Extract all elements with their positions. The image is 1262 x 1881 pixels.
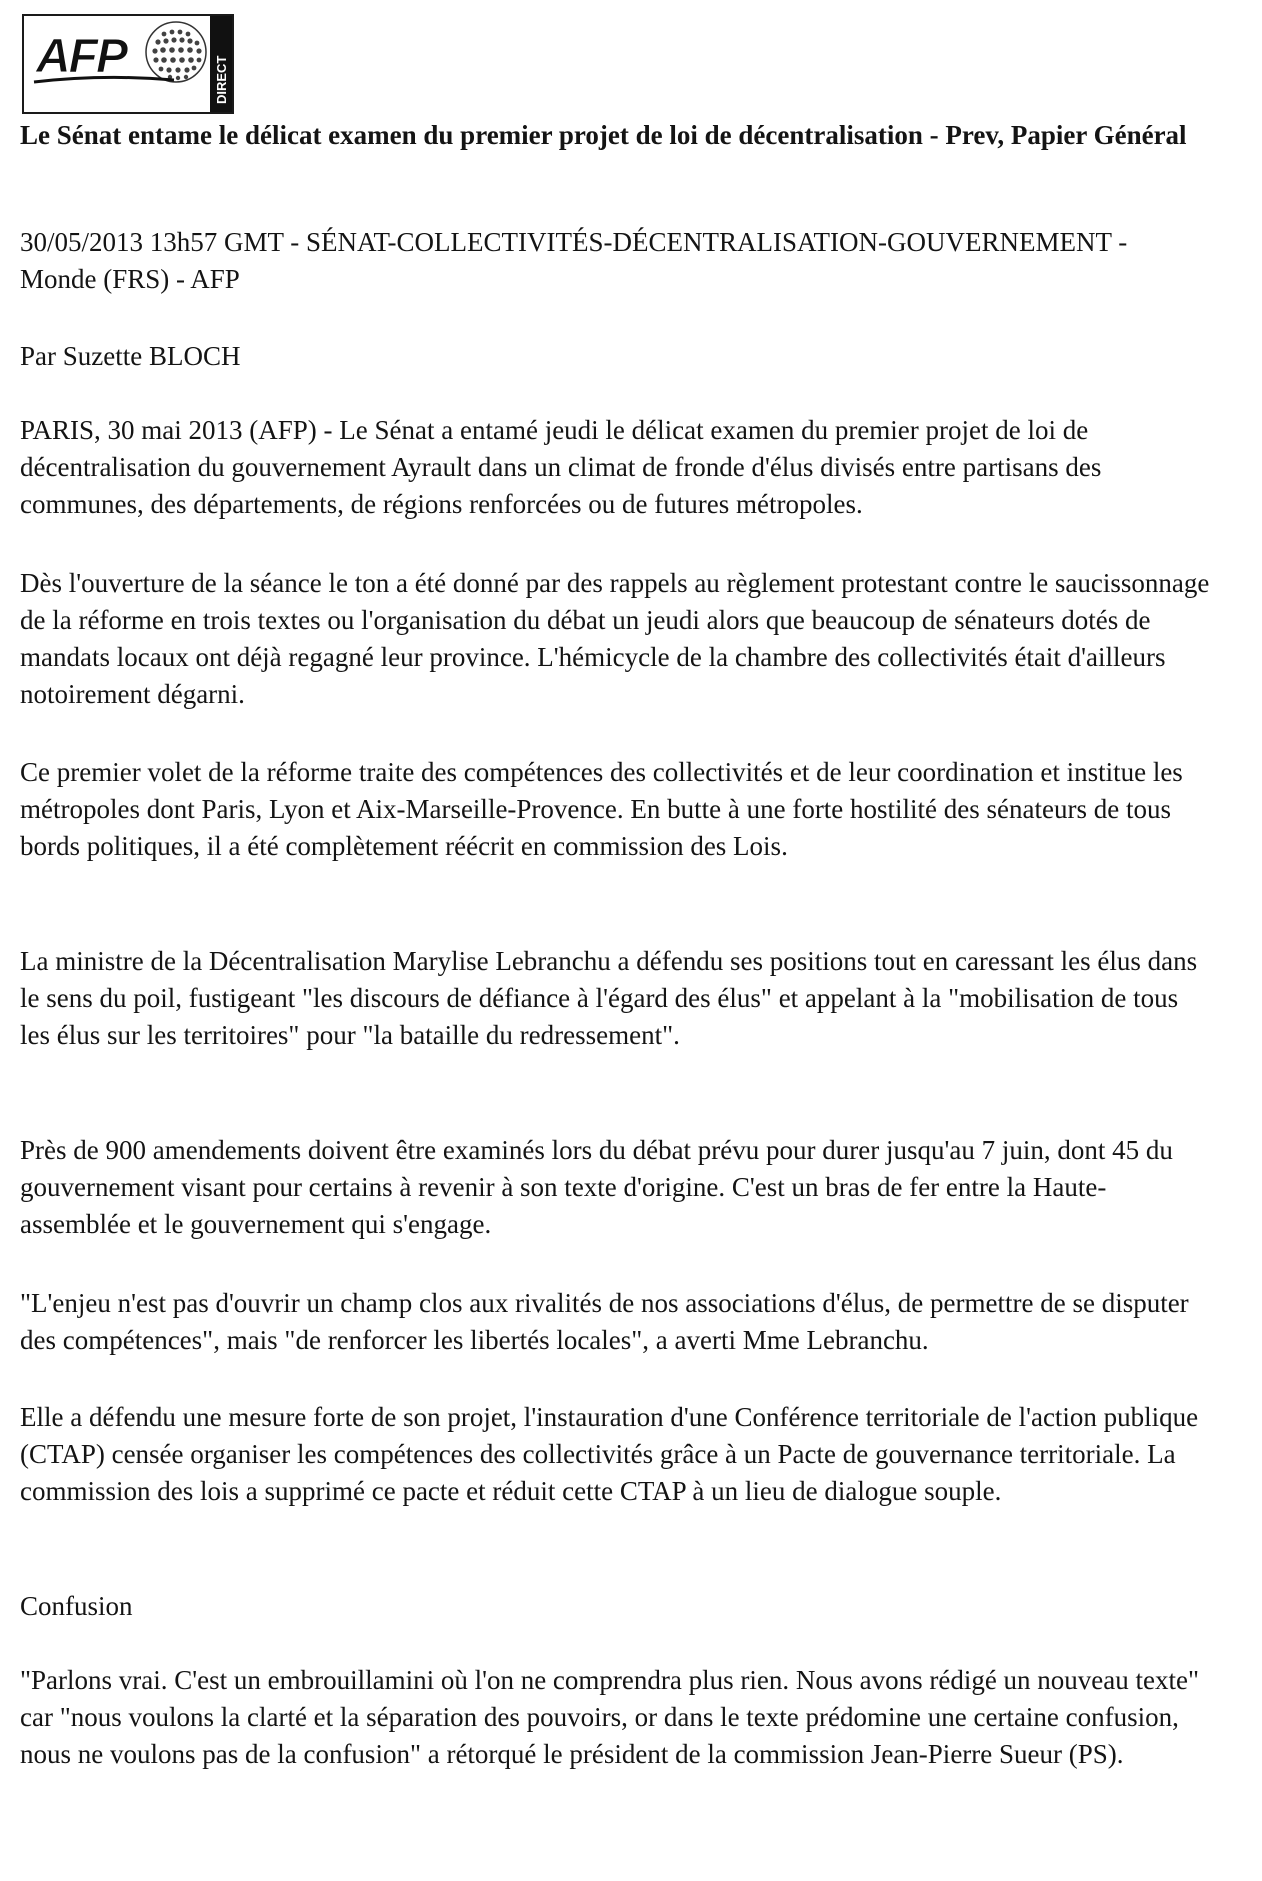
- article-headline: Le Sénat entame le délicat examen du premier projet de loi de décentralisation - Prev, Papier Général: [20, 120, 1187, 150]
- afp-logo-icon: [24, 16, 232, 112]
- article-paragraph: Dès l'ouverture de la séance le ton a été donné par des rappels au règlement protestant contre le saucissonnage de la réforme en trois textes ou l'organisation du débat un jeudi alors que beaucoup de sénateurs dotés de mandats locaux ont déjà regagné leur province. L'hémicycle de la chambre des collectivités était d'ailleurs notoirement dégarni.: [20, 568, 1210, 709]
- article-paragraph: Elle a défendu une mesure forte de son projet, l'instauration d'une Conférence territoriale de l'action publique (CTAP) censée organiser les compétences des collectivités grâce à un Pacte de gouvernance territoriale. La commission des lois a supprimé ce pacte et réduit cette CTAP à un lieu de dialogue souple.: [20, 1402, 1199, 1506]
- section-heading: Confusion: [20, 1591, 133, 1621]
- article-paragraph: Ce premier volet de la réforme traite des compétences des collectivités et de leur coordination et institue les métropoles dont Paris, Lyon et Aix-Marseille-Provence. En butte à une forte hostilité des sénateurs de tous bords politiques, il a été complètement réécrit en commission des Lois.: [20, 757, 1183, 861]
- afp-logo-side-text: DIRECT: [214, 55, 229, 104]
- afp-logo-letters: AFP: [36, 30, 126, 83]
- article-paragraph: "Parlons vrai. C'est un embrouillamini où l'on ne comprendra plus rien. Nous avons rédigé un nouveau texte" car "nous voulons la clarté et la séparation des pouvoirs, or dans le texte prédomine une certaine confusion, nous ne voulons pas de la confusion" a rétorqué le président de la commission Jean-Pierre Sueur (PS).: [20, 1665, 1200, 1769]
- article-paragraph: Près de 900 amendements doivent être examinés lors du débat prévu pour durer jusqu'au 7 juin, dont 45 du gouvernement visant pour certains à revenir à son texte d'origine. C'est un bras de fer entre la Haute-assemblée et le gouvernement qui s'engage.: [20, 1135, 1173, 1239]
- dateline: 30/05/2013 13h57 GMT - SÉNAT-COLLECTIVITÉS-DÉCENTRALISATION-GOUVERNEMENT - Monde (FRS) - AFP: [20, 227, 1128, 294]
- article-paragraph: PARIS, 30 mai 2013 (AFP) - Le Sénat a entamé jeudi le délicat examen du premier projet de loi de décentralisation du gouvernement Ayrault dans un climat de fronde d'élus divisés entre partisans des communes, des départements, de régions renforcées ou de futures métropoles.: [20, 415, 1102, 519]
- afp-logo: [22, 14, 234, 114]
- article-paragraph: "L'enjeu n'est pas d'ouvrir un champ clos aux rivalités de nos associations d'élus, de permettre de se disputer des compétences", mais "de renforcer les libertés locales", a averti Mme Lebranchu.: [20, 1288, 1189, 1355]
- byline: Par Suzette BLOCH: [20, 341, 241, 371]
- globe-icon: [146, 22, 206, 82]
- article-paragraph: La ministre de la Décentralisation Marylise Lebranchu a défendu ses positions tout en caressant les élus dans le sens du poil, fustigeant "les discours de défiance à l'égard des élus" et appelant à la "mobilisation de tous les élus sur les territoires" pour "la bataille du redressement".: [20, 946, 1198, 1050]
